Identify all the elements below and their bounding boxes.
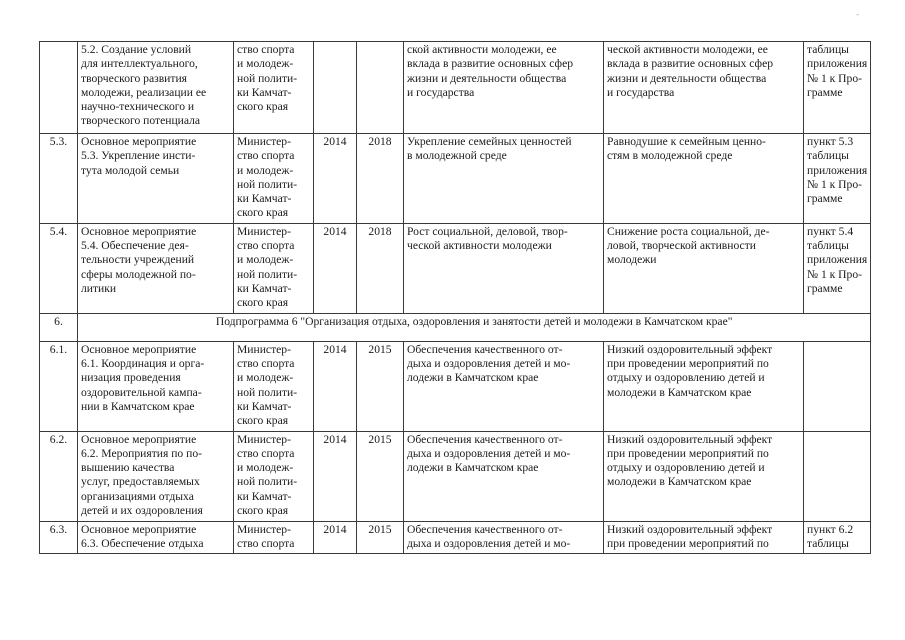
cell-line: вклада в развитие основных сфер <box>407 57 574 71</box>
cell-line: 6.3. Обеспечение отдыха <box>81 536 204 550</box>
cell-line: в молодежной среде <box>407 149 507 163</box>
cell-line: Министер- <box>237 135 291 148</box>
cell-line: и молодеж- <box>237 461 294 475</box>
cell-line: Министер- <box>237 342 291 356</box>
cell-line: Укрепление семейных ценностей <box>407 135 572 148</box>
table-row <box>40 223 871 313</box>
cell-line: ки Камчат- <box>237 399 292 413</box>
cell-line: молодежи, реализации ее <box>81 85 207 99</box>
cell-line: оздоровительной кампа- <box>81 385 202 399</box>
cell-line: грамме <box>807 281 843 295</box>
executor-cell <box>234 134 314 224</box>
cell-line: и молодеж- <box>237 253 294 267</box>
cell-line: Министер- <box>237 432 291 446</box>
cell-line: дыха и оздоровления детей и мо- <box>407 536 571 550</box>
cell-line: ной полити- <box>237 177 298 191</box>
event-cell <box>78 431 234 521</box>
program-events-table <box>39 41 871 554</box>
cell-line: и молодеж- <box>237 371 294 385</box>
cell-line: ческой активности молодежи <box>407 239 552 253</box>
cell-line: жизни и деятельности общества <box>607 71 767 85</box>
start-year-cell: 2014 <box>314 521 357 554</box>
cell-line: ной полити- <box>237 385 298 399</box>
executor-cell <box>234 42 314 134</box>
cell-line: молодежи <box>607 253 657 267</box>
indicator-link-cell <box>804 431 871 521</box>
consequence-cell <box>604 521 804 554</box>
cell-line: таблицы <box>807 239 849 253</box>
consequence-cell <box>604 42 804 134</box>
row-number <box>40 42 78 134</box>
indicator-link-cell <box>804 42 871 134</box>
end-year-cell: 2018 <box>357 134 404 224</box>
cell-line: 5.4. Обеспечение дея- <box>81 239 189 253</box>
cell-line: ки Камчат- <box>237 85 292 99</box>
cell-line: Основное мероприятие <box>81 432 197 446</box>
cell-line: Основное мероприятие <box>81 135 197 148</box>
indicator-link-cell <box>804 223 871 313</box>
indicator-link-cell <box>804 134 871 224</box>
cell-line: № 1 к Про- <box>807 267 863 281</box>
cell-line: ловой, творческой активности <box>607 239 756 253</box>
cell-line: и молодеж- <box>237 163 294 177</box>
cell-line: ки Камчат- <box>237 192 292 206</box>
cell-line: Равнодушие к семейным ценно- <box>607 135 766 148</box>
cell-line: лодежи в Камчатском крае <box>407 461 539 475</box>
consequence-cell <box>604 431 804 521</box>
indicator-link-cell <box>804 521 871 554</box>
cell-line: 6.2. Мероприятия по по- <box>81 446 202 460</box>
start-year-cell: 2014 <box>314 431 357 521</box>
cell-line: пункт 5.3 <box>807 135 854 148</box>
cell-line: лодежи в Камчатском крае <box>407 371 539 385</box>
expected-result-cell <box>404 431 604 521</box>
expected-result-cell <box>404 42 604 134</box>
cell-line: молодежи в Камчатском крае <box>607 475 752 489</box>
start-year-cell: 2014 <box>314 341 357 431</box>
end-year-cell <box>357 42 404 134</box>
cell-line: нии в Камчатском крае <box>81 399 195 413</box>
cell-line: № 1 к Про- <box>807 71 863 85</box>
row-number: 6.3. <box>40 521 78 554</box>
end-year-cell: 2015 <box>357 431 404 521</box>
executor-cell <box>234 521 314 554</box>
table-row <box>40 341 871 431</box>
start-year-cell: 2014 <box>314 223 357 313</box>
row-number: 5.3. <box>40 134 78 224</box>
cell-line: Основное мероприятие <box>81 342 197 356</box>
cell-line: при проведении мероприятий по <box>607 357 769 371</box>
table-row <box>40 134 871 224</box>
cell-line: ского края <box>237 414 289 428</box>
subprogram-number: 6. <box>40 313 78 341</box>
expected-result-cell <box>404 223 604 313</box>
cell-line: таблицы <box>807 536 849 550</box>
cell-line: научно-технического и <box>81 100 195 114</box>
table-row <box>40 521 871 554</box>
table-row <box>40 42 871 134</box>
cell-line: ство спорта <box>237 239 295 253</box>
cell-line: Снижение роста социальной, де- <box>607 224 770 238</box>
cell-line: грамме <box>807 85 843 99</box>
cell-line: ского края <box>237 206 289 220</box>
expected-result-cell <box>404 134 604 224</box>
cell-line: приложения <box>807 57 868 71</box>
cell-line: ки Камчат- <box>237 489 292 503</box>
event-cell <box>78 341 234 431</box>
cell-line: Обеспечения качественного от- <box>407 522 563 536</box>
cell-line: таблицы <box>807 43 849 56</box>
cell-line: организациями отдыха <box>81 489 194 503</box>
cell-line: услуг, предоставляемых <box>81 475 200 489</box>
expected-result-cell <box>404 341 604 431</box>
cell-line: тельности учреждений <box>81 253 195 267</box>
cell-line: Низкий оздоровительный эффект <box>607 522 773 536</box>
cell-line: отдыху и оздоровлению детей и <box>607 461 765 475</box>
event-cell <box>78 223 234 313</box>
event-cell <box>78 42 234 134</box>
cell-line: ство спорта <box>237 149 295 163</box>
cell-line: и государства <box>607 85 675 99</box>
cell-line: детей и их оздоровления <box>81 504 203 518</box>
cell-line: Обеспечения качественного от- <box>407 432 563 446</box>
cell-line: и молодеж- <box>237 57 294 71</box>
cell-line: Основное мероприятие <box>81 224 197 238</box>
cell-line: литики <box>81 281 117 295</box>
cell-line: и государства <box>407 85 475 99</box>
cell-line: творческого развития <box>81 71 187 85</box>
row-number: 5.4. <box>40 223 78 313</box>
cell-line: Рост социальной, деловой, твор- <box>407 224 568 238</box>
cell-line: стям в молодежной среде <box>607 149 733 163</box>
cell-line: Основное мероприятие <box>81 522 197 536</box>
cell-line: ского края <box>237 296 289 310</box>
cell-line: Обеспечения качественного от- <box>407 342 563 356</box>
cell-line: вышению качества <box>81 461 175 475</box>
cell-line: Низкий оздоровительный эффект <box>607 432 773 446</box>
cell-line: ской активности молодежи, ее <box>407 43 557 56</box>
end-year-cell: 2018 <box>357 223 404 313</box>
cell-line: 6.1. Координация и орга- <box>81 357 205 371</box>
indicator-link-cell <box>804 341 871 431</box>
cell-line: ство спорта <box>237 357 295 371</box>
cell-line: грамме <box>807 192 843 206</box>
cell-line: дыха и оздоровления детей и мо- <box>407 446 571 460</box>
cell-line: Министер- <box>237 522 291 536</box>
cell-line: низация проведения <box>81 371 181 385</box>
cell-line: жизни и деятельности общества <box>407 71 567 85</box>
cell-line: ной полити- <box>237 71 298 85</box>
cell-line: ки Камчат- <box>237 281 292 295</box>
start-year-cell: 2014 <box>314 134 357 224</box>
cell-line: отдыху и оздоровлению детей и <box>607 371 765 385</box>
cell-line: № 1 к Про- <box>807 177 863 191</box>
consequence-cell <box>604 341 804 431</box>
cell-line: ной полити- <box>237 267 298 281</box>
subprogram-title: Подпрограмма 6 "Организация отдыха, оздоровления и занятости детей и молодежи в Камчатском крае" <box>78 313 871 341</box>
cell-line: ство спорта <box>237 446 295 460</box>
cell-line: дыха и оздоровления детей и мо- <box>407 357 571 371</box>
subprogram-row <box>40 313 871 341</box>
executor-cell <box>234 223 314 313</box>
row-number: 6.2. <box>40 431 78 521</box>
table-row <box>40 431 871 521</box>
cell-line: молодежи в Камчатском крае <box>607 385 752 399</box>
cell-line: при проведении мероприятий по <box>607 536 769 550</box>
cell-line: 5.3. Укрепление инсти- <box>81 149 196 163</box>
corner-mark: - <box>856 10 859 19</box>
cell-line: Министер- <box>237 224 291 238</box>
cell-line: ского края <box>237 100 289 114</box>
event-cell <box>78 134 234 224</box>
cell-line: пункт 5.4 <box>807 224 854 238</box>
cell-line: ство спорта <box>237 536 295 550</box>
cell-line: вклада в развитие основных сфер <box>607 57 774 71</box>
cell-line: для интеллектуального, <box>81 57 198 71</box>
cell-line: ческой активности молодежи, ее <box>607 43 768 56</box>
event-cell <box>78 521 234 554</box>
cell-line: творческого потенциала <box>81 114 201 128</box>
row-number: 6.1. <box>40 341 78 431</box>
cell-line: приложения <box>807 253 868 267</box>
executor-cell <box>234 341 314 431</box>
cell-line: приложения <box>807 163 868 177</box>
consequence-cell <box>604 134 804 224</box>
expected-result-cell <box>404 521 604 554</box>
cell-line: сферы молодежной по- <box>81 267 196 281</box>
executor-cell <box>234 431 314 521</box>
cell-line: Низкий оздоровительный эффект <box>607 342 773 356</box>
cell-line: при проведении мероприятий по <box>607 446 769 460</box>
start-year-cell <box>314 42 357 134</box>
cell-line: ной полити- <box>237 475 298 489</box>
cell-line: 5.2. Создание условий <box>81 43 192 56</box>
end-year-cell: 2015 <box>357 521 404 554</box>
consequence-cell <box>604 223 804 313</box>
cell-line: таблицы <box>807 149 849 163</box>
cell-line: ство спорта <box>237 43 295 56</box>
cell-line: пункт 6.2 <box>807 522 854 536</box>
end-year-cell: 2015 <box>357 341 404 431</box>
cell-line: тута молодой семьи <box>81 163 180 177</box>
cell-line: ского края <box>237 504 289 518</box>
